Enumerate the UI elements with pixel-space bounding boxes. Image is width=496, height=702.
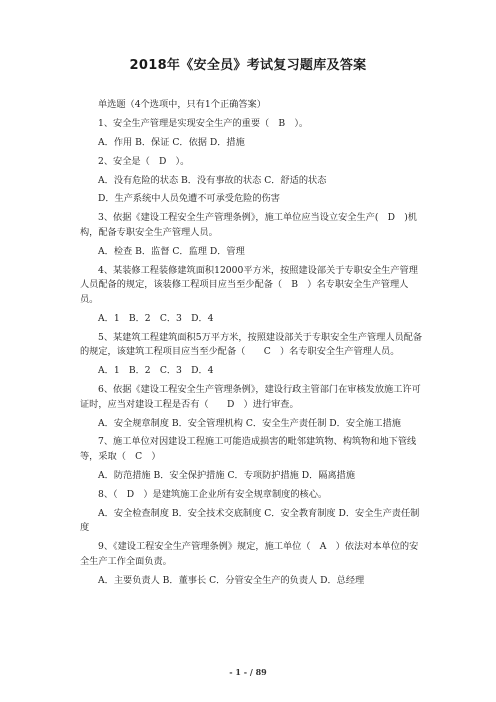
- options-4: A．1 B．2 C．3 D．4: [98, 312, 214, 324]
- options-1: A．作用 B．保证 C．依据 D．措施: [98, 136, 245, 148]
- question-5: 5、某建筑工程建筑面积5万平方米，按照建设部关于专职安全生产管理人员配备的规定，该建筑工程项目应当至少配备（ C ）名专职安全生产管理人员。: [80, 331, 423, 358]
- options-3: A．检查 B．监督 C．监理 D．管理: [98, 245, 245, 257]
- question-8: 8、（ D ）是建筑施工企业所有安全规章制度的核心。: [98, 488, 328, 500]
- page-number: - 1 - / 89: [229, 667, 267, 677]
- question-4: 4、某装修工程装修建筑面积12000平方米，按照建设部关于专职安全生产管理人员配备的规定，该装修工程项目应当至少配备（ B ）名专职安全生产管理人员。: [80, 264, 418, 305]
- document-title: 2018年《安全员》考试复习题库及答案: [129, 58, 367, 73]
- question-list: [80, 98, 425, 593]
- options-8: A．安全检查制度 B．安全技术交底制度 C．安全教育制度 D．安全生产责任制度: [80, 507, 420, 534]
- options-5: A．1 B．2 C．3 D．4: [98, 365, 214, 377]
- options-6: A．安全规章制度 B．安全管理机构 C．安全生产责任制 D．安全施工措施: [98, 417, 401, 429]
- section-heading: 单选题（4个选项中，只有1个正确答案）: [98, 99, 266, 110]
- options-2a: A．没有危险的状态 B．没有事故的状态 C．舒适的状态: [98, 174, 327, 186]
- options-9: A．主要负责人 B．董事长 C．分管安全生产的负责人 D．总经理: [98, 574, 365, 586]
- options-7: A．防范措施 B．安全保护措施 C．专项防护措施 D．隔离措施: [98, 469, 356, 481]
- question-9: 9、《建设工程安全生产管理条例》规定，施工单位（ A ）依法对本单位的安全生产工作全面负责。: [80, 541, 419, 567]
- options-2b: D．生产系统中人员免遭不可承受危险的伤害: [98, 193, 280, 205]
- question-2: 2、安全是（ D ）。: [98, 155, 190, 167]
- question-7: 7、施工单位对因建设工程施工可能造成损害的毗邻建筑物、构筑物和地下管线等，采取（ C ）: [80, 436, 417, 463]
- question-3: 3、依据《建设工程安全生产管理条例》，施工单位应当设立安全生产( D )机构，配备专职安全生产管理人员。: [80, 212, 417, 238]
- question-1: 1、安全生产管理是实现安全生产的重要（ B ）。: [98, 117, 309, 129]
- question-6: 6、依据《建设工程安全生产管理条例》，建设行政主管部门在审核发放施工许可证时，应当对建设工程是否有（ D ）进行审查。: [80, 384, 421, 410]
